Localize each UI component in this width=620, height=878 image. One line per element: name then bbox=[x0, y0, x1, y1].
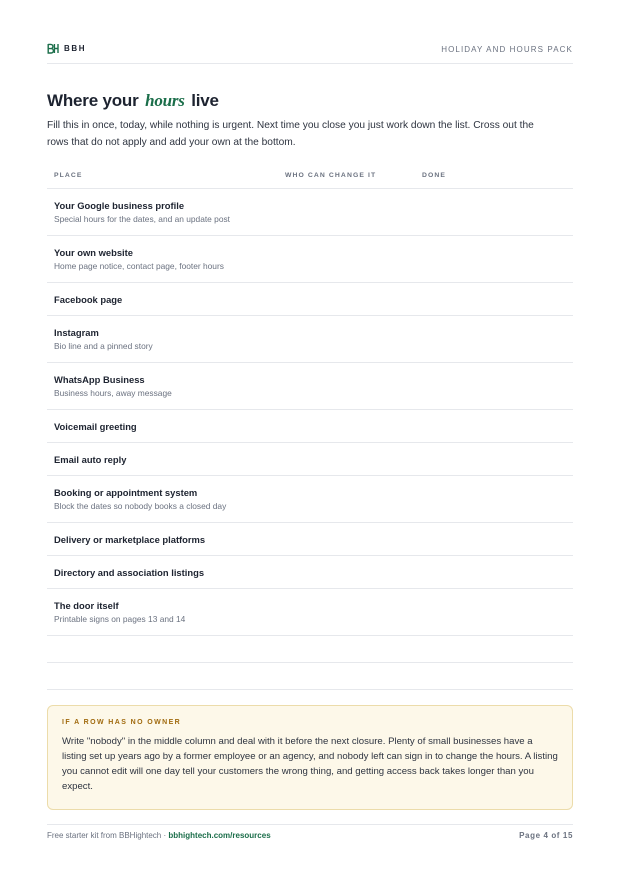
doc-label: HOLIDAY AND HOURS PACK bbox=[441, 45, 573, 54]
callout-label: IF A ROW HAS NO OWNER bbox=[62, 719, 182, 726]
intro-text: Fill this in once, today, while nothing is urgent. Next time you close you just work down the list. Cross out the rows that do not apply and add your own at the bottom. bbox=[47, 120, 534, 148]
table-row bbox=[47, 410, 573, 443]
row-title: Voicemail greeting bbox=[54, 420, 137, 432]
blank-row bbox=[47, 636, 573, 663]
row-title: The door itself bbox=[54, 599, 119, 611]
table-row bbox=[47, 476, 573, 523]
row-subtitle: Home page notice, contact page, footer hours bbox=[54, 260, 224, 271]
brand-logo bbox=[47, 43, 86, 54]
places-table bbox=[47, 163, 573, 690]
table-row bbox=[47, 189, 573, 236]
title-after: live bbox=[191, 91, 219, 110]
row-subtitle: Special hours for the dates, and an update post bbox=[54, 213, 230, 224]
page-number: Page 4 of 15 bbox=[519, 831, 573, 840]
table-row bbox=[47, 589, 573, 636]
row-title: Your Google business profile bbox=[54, 199, 185, 211]
table-row bbox=[47, 316, 573, 363]
row-subtitle: Bio line and a pinned story bbox=[54, 340, 153, 351]
table-row bbox=[47, 363, 573, 410]
row-title: Booking or appointment system bbox=[54, 486, 198, 498]
page-footer bbox=[47, 824, 573, 840]
row-title: WhatsApp Business bbox=[54, 373, 145, 385]
row-subtitle: Block the dates so nobody books a closed day bbox=[54, 500, 227, 511]
row-title: Email auto reply bbox=[54, 453, 127, 465]
row-title: Directory and association listings bbox=[54, 566, 205, 578]
title-accent: hours bbox=[145, 91, 185, 110]
footer-text: Free starter kit from BBHightech · bbox=[47, 831, 167, 840]
table-row bbox=[47, 236, 573, 283]
column-header-who: WHO CAN CHANGE IT bbox=[285, 172, 377, 179]
table-row bbox=[47, 523, 573, 556]
table-row bbox=[47, 443, 573, 476]
column-header-done: DONE bbox=[422, 172, 447, 179]
table-row bbox=[47, 556, 573, 589]
blank-row bbox=[47, 663, 573, 690]
row-subtitle: Printable signs on pages 13 and 14 bbox=[54, 613, 186, 624]
row-title: Facebook page bbox=[54, 293, 123, 305]
bh-monogram-icon bbox=[47, 43, 59, 54]
page-title bbox=[47, 91, 219, 111]
row-title: Your own website bbox=[54, 246, 133, 258]
column-header-place: PLACE bbox=[54, 172, 83, 179]
footer-link[interactable]: bbhightech.com/resources bbox=[168, 831, 271, 840]
brand-name: BBH bbox=[64, 44, 87, 53]
callout-body: Write "nobody" in the middle column and deal with it before the next closure. Plenty of small businesses have a listing set up years ago by a former employee or an agency, and nobody left can sign in to change the hours. A listing you cannot edit will one day tell your customers the wrong thing, and getting access back takes longer than you expect. bbox=[62, 736, 558, 792]
row-title: Instagram bbox=[54, 326, 99, 338]
table-row bbox=[47, 283, 573, 316]
row-title: Delivery or marketplace platforms bbox=[54, 533, 206, 545]
no-owner-callout bbox=[47, 705, 573, 810]
page-header bbox=[47, 40, 573, 64]
table-header bbox=[47, 163, 573, 189]
row-subtitle: Business hours, away message bbox=[54, 387, 172, 398]
footer-credit bbox=[47, 831, 271, 840]
title-before: Where your bbox=[47, 91, 139, 110]
